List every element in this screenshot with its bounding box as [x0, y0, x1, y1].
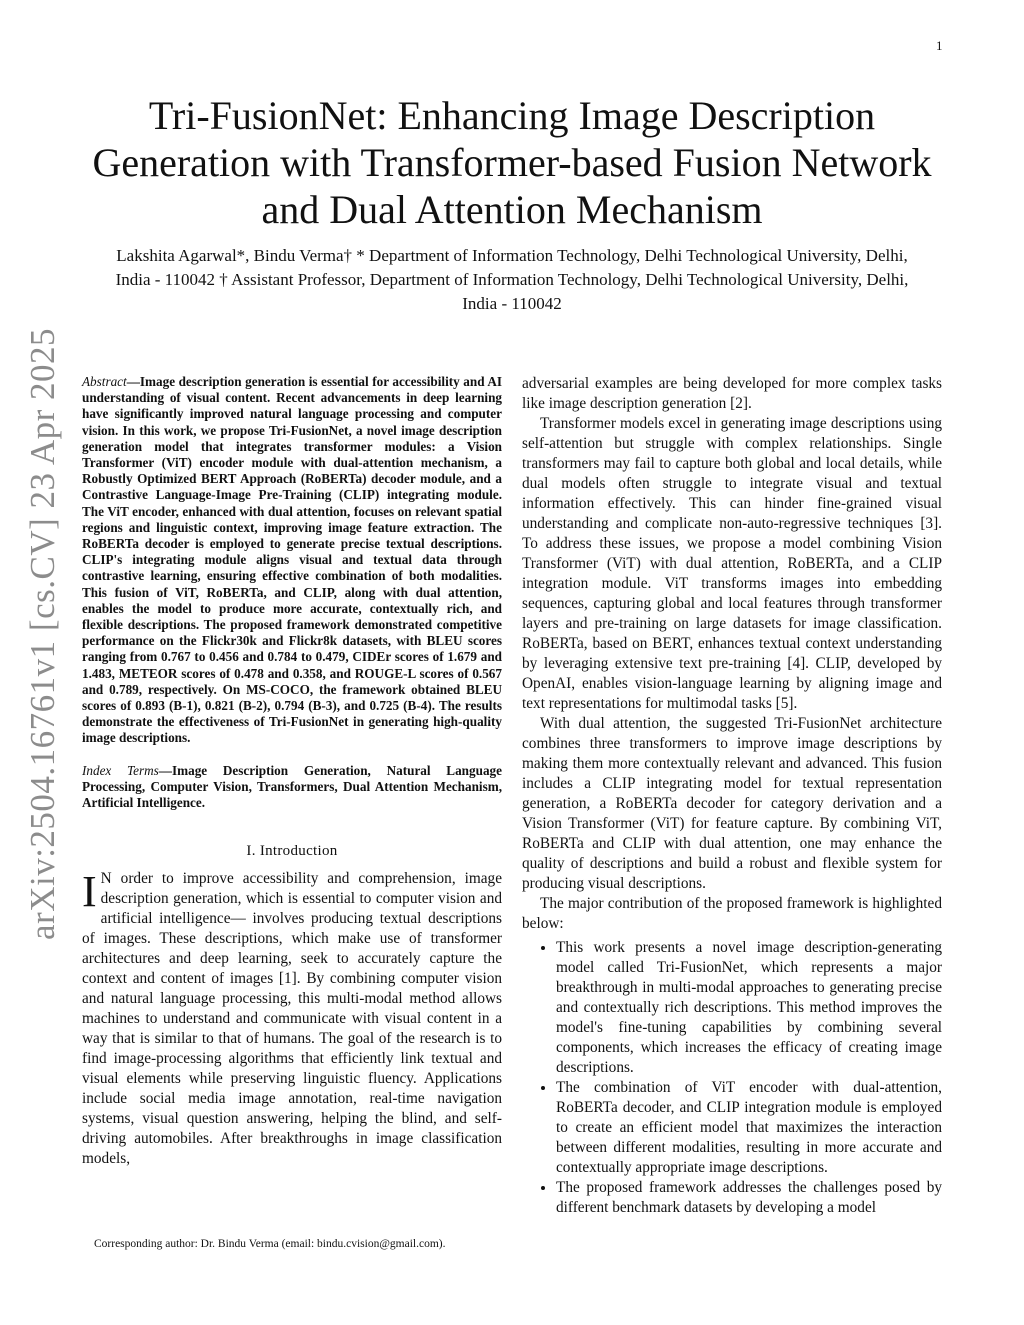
index-terms: [82, 763, 502, 812]
paper-title: Tri-FusionNet: Enhancing Image Description Generation with Transformer-based Fusion Network and Dual Attention Mechanism: [92, 93, 932, 232]
index-terms-text: —Image Description Generation, Natural Language Processing, Computer Vision, Transformers, Dual Attention Mechanism, Artificial Intelligence.: [82, 762, 502, 811]
paragraph: The major contribution of the proposed framework is highlighted below:: [522, 895, 942, 932]
contribution-list: [522, 938, 942, 1218]
section-number: I.: [246, 843, 256, 860]
index-terms-label: Index Terms: [82, 762, 159, 778]
author-affiliations: Lakshita Agarwal*, Bindu Verma† * Department of Information Technology, Delhi Technological University, Delhi, India - 110042 † Assistant Professor, Department of Information Technology, Delhi Technological University, Delhi, India - 110042: [115, 246, 909, 313]
paragraph: adversarial examples are being developed for more complex tasks like image description generation [2].: [522, 375, 942, 412]
paragraph: Transformer models excel in generating image descriptions using self-attention but struggle with complex relationships. Single transformers may fail to capture both global and local details, while dual models often struggle to integrate visual and textual information effectively. This can hinder fine-grained visual understanding and complicate non-auto-regressive techniques [3]. To address these issues, we propose a model combining Vision Transformer (ViT) with dual attention, RoBERTa, and a CLIP integration module. ViT transforms images into embedding sequences, capturing global and local features through transformer layers and pre-training on large datasets for image classification. RoBERTa, based on BERT, enhances textual context understanding by leveraging extensive text pre-training [4]. CLIP, developed by OpenAI, enables vision-language learning by aligning image and text representations for multimodal tasks [5].: [522, 415, 942, 712]
list-item: • The combination of ViT encoder with dual-attention, RoBERTa decoder, and CLIP integration module is employed to create an efficient model that maximizes the interaction between different modalities, resulting in more accurate and contextually appropriate image descriptions.: [556, 1078, 942, 1178]
intro-paragraph: [82, 869, 502, 1169]
abstract-label: Abstract: [82, 374, 127, 389]
paragraph: With dual attention, the suggested Tri-FusionNet architecture combines three transformers to improve image descriptions by making them more contextually relevant and advanced. This fusion includes a CLIP integrating model for textual representation generation, a RoBERTa decoder for category derivation and a Vision Transformer (ViT) for feature capture. By combining ViT, RoBERTa and CLIP with dual attention, one may enhance the quality of descriptions and build a robust and flexible system for producing visual descriptions.: [522, 715, 942, 892]
footnote: Corresponding author: Dr. Bindu Verma (email: bindu.cvision@gmail.com).: [94, 1238, 446, 1250]
right-column: [522, 374, 942, 1218]
page-number: 1: [936, 38, 943, 53]
section-title: Introduction: [259, 843, 338, 860]
list-item: • The proposed framework addresses the challenges posed by different benchmark datasets by developing a model: [556, 1178, 942, 1218]
arxiv-stamp: arXiv:2504.16761v1 [cs.CV] 23 Apr 2025: [23, 327, 62, 940]
intro-text: N order to improve accessibility and comprehension, image description generation, which is essential to computer vision and artificial intelligence— involves producing textual descriptions of images. These descriptions, which make use of transformer architectures and deep learning, seek to accurately capture the context and content of images [1]. By combining computer vision and natural language processing, this multi-modal method allows machines to understand and communicate with visual content in a way that is similar to that of humans. The goal of the research is to find image-processing algorithms that efficiently link textual and visual elements while preserving linguistic fluency. Applications include social media image annotation, real-time navigation systems, visual question answering, helping the blind, and self-driving automobiles. After breakthroughs in image classification models,: [82, 870, 502, 1168]
drop-cap: I: [82, 867, 97, 917]
left-column: [82, 374, 502, 1169]
abstract-text: —Image description generation is essential for accessibility and AI understanding of visual content. Recent advancements in deep learning have significantly improved natural language processing and computer vision. In this work, we propose Tri-FusionNet, a novel image description generation model that integrates transformer modules: a Vision Transformer (ViT) encoder module with dual-attention mechanism, a Robustly Optimized BERT Approach (RoBERTa) decoder module, and a Contrastive Language-Image Pre-Training (CLIP) integrating module. The ViT encoder, enhanced with dual attention, focuses on relevant spatial regions and linguistic context, improving image feature extraction. The RoBERTa decoder is employed to generate precise textual descriptions. CLIP's integrating module aligns visual and textual data through contrastive learning, ensuring effective combination of both modalities. This fusion of ViT, RoBERTa, and CLIP, along with dual attention, enables the model to produce more accurate, contextually rich, and flexible descriptions. The proposed framework demonstrated competitive performance on the Flickr30k and Flickr8k datasets, with BLEU scores ranging from 0.767 to 0.456 and 0.784 to 0.479, CIDEr scores of 1.679 and 1.483, METEOR scores of 0.478 and 0.358, and ROUGE-L scores of 0.567 and 0.789, respectively. On MS-COCO, the framework obtained BLEU scores of 0.893 (B-1), 0.821 (B-2), 0.794 (B-3), and 0.725 (B-4). The results demonstrate the effectiveness of Tri-FusionNet in generating high-quality image descriptions.: [82, 374, 502, 746]
abstract: [82, 374, 502, 747]
section-heading: [82, 841, 502, 861]
list-item: • This work presents a novel image description-generating model called Tri-FusionNet, which represents a major breakthrough in multi-modal approaches to generating precise and contextually rich descriptions. This method improves the model's fine-tuning capabilities by combining several components, which increases the efficacy of creating image descriptions.: [556, 938, 942, 1078]
